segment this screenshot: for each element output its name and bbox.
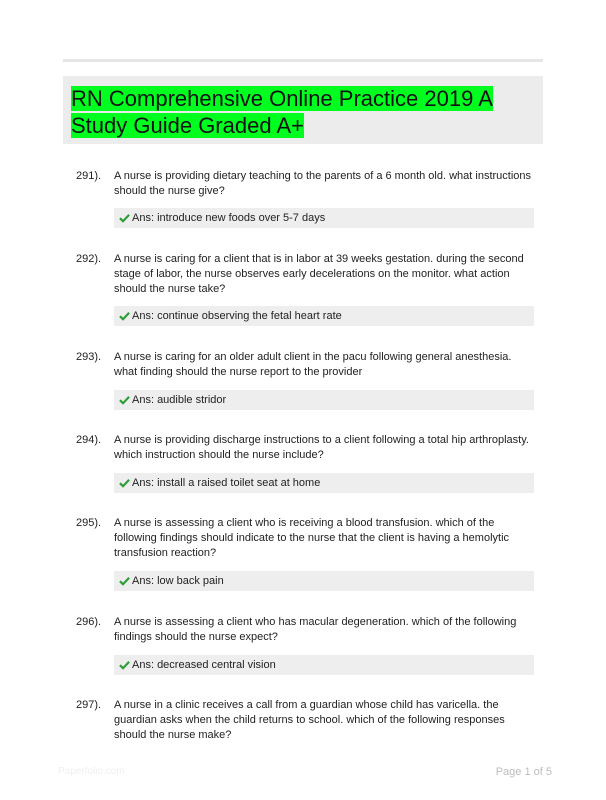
top-divider	[63, 59, 543, 62]
question-number: 291).	[76, 170, 102, 182]
footer-watermark: Paperfolio.com	[58, 766, 125, 777]
question-text: A nurse is providing dietary teaching to the parents of a 6 month old. what instructions should the nurse give?	[114, 170, 532, 197]
answer-box	[114, 571, 534, 591]
question-number: 296).	[76, 616, 102, 628]
answer-box	[114, 390, 534, 410]
title-banner	[63, 76, 543, 144]
answer-text: Ans: install a raised toilet seat at home	[132, 477, 321, 489]
question-number: 293).	[76, 351, 102, 363]
document-title: RN Comprehensive Online Practice 2019 A Study Guide Graded A+	[71, 86, 493, 138]
check-icon	[119, 660, 130, 670]
page-indicator: Page 1 of 5	[495, 766, 552, 778]
question-number: 294).	[76, 434, 102, 446]
question-text: A nurse is assessing a client who is receiving a blood transfusion. which of the following findings should indicate to the nurse that the client is having a hemolytic transfusion reaction?	[114, 517, 510, 559]
question-text: A nurse is providing discharge instructions to a client following a total hip arthroplasty. which instruction should the nurse include?	[114, 434, 529, 461]
answer-text: Ans: continue observing the fetal heart rate	[132, 310, 342, 322]
answer-box	[114, 655, 534, 675]
question-number: 297).	[76, 699, 102, 711]
question-text: A nurse is caring for a client that is in labor at 39 weeks gestation. during the second stage of labor, the nurse observes early decelerations on the monitor. what action should the nurse take?	[114, 253, 524, 295]
answer-text: Ans: introduce new foods over 5-7 days	[132, 212, 326, 224]
check-icon	[119, 311, 130, 321]
question-text: A nurse in a clinic receives a call from a guardian whose child has varicella. the guardian asks when the child returns to school. which of the following responses should the nurse make?	[114, 699, 505, 741]
question-number: 292).	[76, 253, 102, 265]
check-icon	[119, 576, 130, 586]
answer-text: Ans: audible stridor	[132, 394, 227, 406]
question-text: A nurse is assessing a client who has macular degeneration. which of the following findings should the nurse expect?	[114, 616, 517, 643]
check-icon	[119, 478, 130, 488]
check-icon	[119, 395, 130, 405]
check-icon	[119, 213, 130, 223]
answer-text: Ans: low back pain	[132, 575, 224, 587]
answer-box	[114, 208, 534, 228]
question-number: 295).	[76, 517, 102, 529]
answer-text: Ans: decreased central vision	[132, 659, 276, 671]
answer-box	[114, 306, 534, 326]
answer-box	[114, 473, 534, 493]
question-text: A nurse is caring for an older adult client in the pacu following general anesthesia. what finding should the nurse report to the provider	[114, 351, 512, 378]
